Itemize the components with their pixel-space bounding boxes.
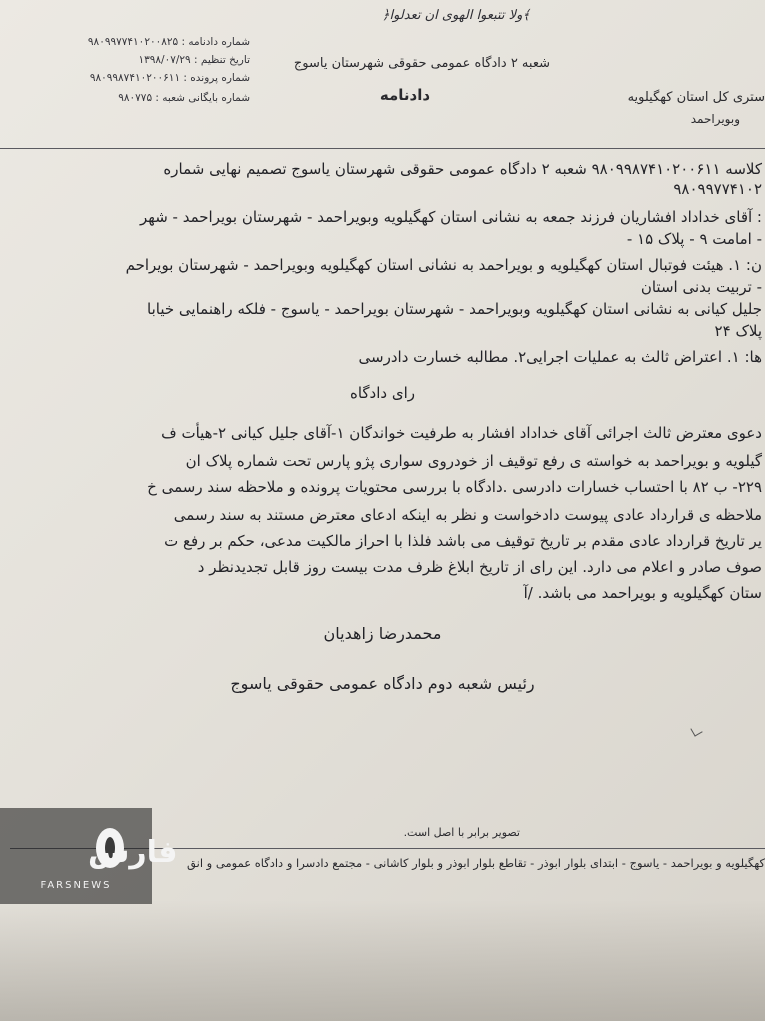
office-name-line1: ستری کل استان کهگیلویه — [627, 90, 765, 105]
case-line-2: ۹۸۰۹۹۷۷۴۱۰۲ — [673, 180, 762, 198]
farsnews-logo-text: فارس — [88, 835, 178, 870]
court-address: کهگیلویه و بویراحمد - یاسوج - ابتدای بلوار ابوذر - تقاطع بلوار ابوذر و بلوار کاشانی - مجتمع دادسرا و دادگاه عمومی و انق — [187, 856, 765, 870]
ruling-line-7: ستان کهگیلویه و بویراحمد می باشد. /آ — [523, 584, 762, 602]
meta-issue-date: تاریخ تنظیم : ۱۳۹۸/۰۷/۲۹ — [138, 54, 250, 66]
ruling-line-4: ملاحظه ی قرارداد عادی پیوست دادخواست و نظر به اینکه ادعای معترض مستند به سند رسمی — [173, 506, 762, 524]
farsnews-caption: FARSNEWS — [40, 880, 112, 891]
defendant-line-1: ن: ۱. هیئت فوتبال استان کهگیلویه و بویراحمد به نشانی استان کهگیلویه وبویراحمد - شهرستان بویراحم — [125, 256, 762, 274]
judge-name: محمدرضا زاهدیان — [323, 624, 442, 643]
certified-copy-note: تصویر برابر با اصل است. — [403, 826, 520, 839]
ruling-line-2: گیلویه و بویراحمد به خواسته ی رفع توقیف از خودروی سواری پژو پارس تحت شماره پلاک ان — [185, 452, 762, 470]
pen-mark — [690, 724, 702, 736]
claims-line: ها: ۱. اعتراض ثالث به عملیات اجرایی۲. مطالبه خسارت دادرسی — [358, 348, 762, 366]
meta-archive-number: شماره بایگانی شعبه : ۹۸۰۷۷۵ — [118, 92, 250, 104]
court-branch: شعبه ۲ دادگاه عمومی حقوقی شهرستان یاسوج — [293, 56, 550, 71]
document-title: دادنامه — [379, 86, 431, 104]
judge-title: رئیس شعبه دوم دادگاه عمومی حقوقی یاسوج — [230, 674, 535, 693]
ruling-line-3: ۲۲۹- ب ۸۲ با احتساب خسارات دادرسی .دادگاه با بررسی محتویات پرونده و ملاحظه سند رسمی خ — [147, 478, 762, 496]
header-verse: ﴾ولا تتبعوا الهوى ان تعدلوا﴿ — [381, 8, 530, 23]
ruling-line-6: صوف صادر و اعلام می دارد. این رای از تاریخ ابلاغ ظرف مدت بیست روز قابل تجدیدنظر د — [197, 558, 762, 576]
paper-shadow — [0, 900, 765, 1021]
ruling-line-1: دعوی معترض ثالث اجرائی آقای خداداد افشار به طرفیت خواندگان ۱-آقای جلیل کیانی ۲-هیأت ف — [161, 424, 762, 442]
defendant-line-4: پلاک ۲۴ — [714, 322, 762, 340]
defendant-line-2: - تربیت بدنی استان — [640, 278, 762, 296]
ruling-section-title: رای دادگاه — [349, 384, 416, 402]
farsnews-logo-mark — [22, 820, 178, 880]
office-name-line2: وبویراحمد — [690, 112, 740, 126]
meta-case-number: شماره پرونده : ۹۸۰۹۹۸۷۴۱۰۲۰۰۶۱۱ — [89, 72, 250, 84]
header-divider — [0, 148, 765, 149]
defendant-line-3: جلیل کیانی به نشانی استان کهگیلویه وبویراحمد - شهرستان بویراحمد - یاسوج - فلکه راهنمایی خیابا — [147, 300, 762, 318]
farsnews-logo — [0, 808, 178, 904]
case-line-1: کلاسه ۹۸۰۹۹۸۷۴۱۰۲۰۰۶۱۱ شعبه ۲ دادگاه عمومی حقوقی شهرستان یاسوج تصمیم نهایی شماره — [163, 160, 762, 178]
ruling-line-5: یر تاریخ قرارداد عادی مقدم بر تاریخ توقیف می باشد فلذا با احراز مالکیت مدعی، حکم بر رفع ت — [164, 532, 762, 550]
plaintiff-line-2: - امامت ۹ - پلاک ۱۵ - — [626, 230, 762, 248]
meta-verdict-number: شماره دادنامه : ۹۸۰۹۹۷۷۴۱۰۲۰۰۸۲۵ — [87, 36, 250, 48]
plaintiff-line-1: : آقای خداداد افشاریان فرزند جمعه به نشانی استان کهگیلویه وبویراحمد - شهرستان بویراحمد - شهر — [140, 208, 762, 226]
